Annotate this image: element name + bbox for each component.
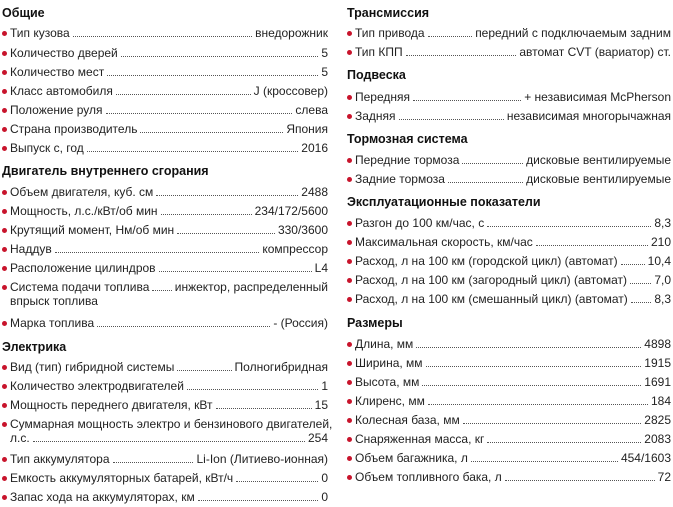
spec-label: Снаряженная масса, кг bbox=[355, 432, 485, 446]
section-title-transmission: Трансмиссия bbox=[347, 6, 430, 20]
bullet-icon bbox=[347, 114, 352, 119]
bullet-icon bbox=[347, 240, 352, 245]
bullet-icon bbox=[347, 380, 352, 385]
spec-value: 72 bbox=[657, 470, 671, 484]
spec-label: Расход, л на 100 км (загородный цикл) (автомат) bbox=[355, 273, 627, 287]
spec-value: J (кроссовер) bbox=[253, 84, 328, 98]
bullet-icon bbox=[347, 361, 352, 366]
spec-value: 254 bbox=[307, 431, 328, 445]
bullet-icon bbox=[347, 475, 352, 480]
spec-value: 8,3 bbox=[654, 292, 671, 306]
spec-label: Расход, л на 100 км (смешанный цикл) (автомат) bbox=[355, 292, 628, 306]
bullet-icon bbox=[347, 278, 352, 283]
bullet-icon bbox=[347, 177, 352, 182]
spec-value: - (Россия) bbox=[273, 316, 328, 330]
spec-label: Наддув bbox=[10, 242, 52, 256]
spec-label: Мощность, л.с./кВт/об мин bbox=[10, 204, 158, 218]
bullet-icon bbox=[347, 50, 352, 55]
bullet-icon bbox=[347, 437, 352, 442]
spec-label: Тип привода bbox=[355, 26, 425, 40]
spec-value: дисковые вентилируемые bbox=[526, 172, 671, 186]
spec-value: 8,3 bbox=[654, 216, 671, 230]
spec-label: Вид (тип) гибридной системы bbox=[10, 360, 175, 374]
bullet-icon bbox=[2, 457, 7, 462]
bullet-icon bbox=[347, 456, 352, 461]
spec-value: 7,0 bbox=[654, 273, 671, 287]
spec-label: Марка топлива bbox=[10, 316, 95, 330]
spec-value: 1691 bbox=[644, 375, 671, 389]
bullet-icon bbox=[2, 51, 7, 56]
bullet-icon bbox=[2, 403, 7, 408]
spec-value: 234/172/5600 bbox=[254, 204, 328, 218]
bullet-icon bbox=[2, 209, 7, 214]
section-title-general: Общие bbox=[2, 6, 45, 20]
bullet-icon bbox=[2, 190, 7, 195]
bullet-icon bbox=[2, 89, 7, 94]
spec-row-total-power bbox=[2, 417, 333, 445]
section-title-suspension: Подвеска bbox=[347, 68, 406, 82]
bullet-icon bbox=[347, 342, 352, 347]
spec-label: Класс автомобиля bbox=[10, 84, 113, 98]
spec-label: Тип КПП bbox=[355, 45, 403, 59]
spec-label-continued: впрыск топлива bbox=[10, 294, 98, 308]
bullet-icon bbox=[347, 95, 352, 100]
bullet-icon bbox=[2, 70, 7, 75]
spec-label: Расход, л на 100 км (городской цикл) (автомат) bbox=[355, 254, 618, 268]
bullet-icon bbox=[2, 422, 7, 427]
spec-value: Полногибридная bbox=[234, 360, 328, 374]
spec-value: Li-Ion (Литиево-ионная) bbox=[196, 452, 328, 466]
spec-label: Ширина, мм bbox=[355, 356, 423, 370]
bullet-icon bbox=[2, 108, 7, 113]
spec-value: 0 bbox=[321, 490, 328, 504]
spec-label: Тип аккумулятора bbox=[10, 452, 110, 466]
spec-value: 2083 bbox=[644, 432, 671, 446]
bullet-icon bbox=[2, 228, 7, 233]
spec-value: передний с подключаемым задним bbox=[475, 26, 671, 40]
spec-label: Длина, мм bbox=[355, 337, 414, 351]
spec-label: Мощность переднего двигателя, кВт bbox=[10, 398, 213, 412]
spec-row-fuel-system bbox=[2, 280, 328, 308]
section-title-engine: Двигатель внутреннего сгорания bbox=[2, 164, 209, 178]
spec-label: Положение руля bbox=[10, 103, 103, 117]
spec-value: 0 bbox=[321, 471, 328, 485]
spec-value: + независимая McPherson bbox=[524, 90, 671, 104]
spec-value: 1915 bbox=[644, 356, 671, 370]
spec-value: 10,4 bbox=[647, 254, 671, 268]
spec-value: 2016 bbox=[301, 141, 328, 155]
spec-label: Задняя bbox=[355, 109, 396, 123]
spec-label: Количество мест bbox=[10, 65, 105, 79]
spec-label: Максимальная скорость, км/час bbox=[355, 235, 533, 249]
section-title-electrics: Электрика bbox=[2, 340, 67, 354]
spec-label: Объем багажника, л bbox=[355, 451, 468, 465]
spec-label: Суммарная мощность электро и бензинового двигателей, bbox=[10, 417, 333, 431]
spec-label: Система подачи топлива bbox=[10, 280, 150, 294]
spec-label: Задние тормоза bbox=[355, 172, 445, 186]
spec-value: 454/1603 bbox=[620, 451, 671, 465]
bullet-icon bbox=[2, 384, 7, 389]
section-title-brakes: Тормозная система bbox=[347, 132, 468, 146]
spec-label: Емкость аккумуляторных батарей, кВт/ч bbox=[10, 471, 234, 485]
spec-value: компрессор bbox=[262, 242, 328, 256]
spec-value: дисковые вентилируемые bbox=[526, 153, 671, 167]
spec-label: Высота, мм bbox=[355, 375, 420, 389]
bullet-icon bbox=[2, 321, 7, 326]
spec-value: 15 bbox=[314, 398, 328, 412]
bullet-icon bbox=[2, 146, 7, 151]
bullet-icon bbox=[347, 221, 352, 226]
section-title-performance: Эксплуатационные показатели bbox=[347, 195, 541, 209]
bullet-icon bbox=[2, 365, 7, 370]
section-title-dimensions: Размеры bbox=[347, 316, 403, 330]
bullet-icon bbox=[347, 31, 352, 36]
bullet-icon bbox=[347, 297, 352, 302]
spec-label: Выпуск с, год bbox=[10, 141, 84, 155]
spec-value: 5 bbox=[321, 46, 328, 60]
spec-value: независимая многорычажная bbox=[506, 109, 671, 123]
bullet-icon bbox=[2, 127, 7, 132]
spec-label: Тип кузова bbox=[10, 26, 70, 40]
spec-label: Передняя bbox=[355, 90, 411, 104]
bullet-icon bbox=[2, 285, 7, 290]
spec-value: 5 bbox=[321, 65, 328, 79]
spec-label-continued: л.с. bbox=[10, 431, 30, 445]
spec-label: Крутящий момент, Нм/об мин bbox=[10, 223, 175, 237]
spec-label: Запас хода на аккумуляторах, км bbox=[10, 490, 195, 504]
bullet-icon bbox=[347, 158, 352, 163]
spec-value: 330/3600 bbox=[277, 223, 328, 237]
spec-label: Объем топливного бака, л bbox=[355, 470, 502, 484]
bullet-icon bbox=[2, 31, 7, 36]
bullet-icon bbox=[347, 259, 352, 264]
spec-label: Страна производитель bbox=[10, 122, 138, 136]
spec-label: Разгон до 100 км/час, с bbox=[355, 216, 485, 230]
spec-value: слева bbox=[295, 103, 328, 117]
spec-value: 210 bbox=[650, 235, 671, 249]
spec-value: внедорожник bbox=[255, 26, 328, 40]
spec-value: 184 bbox=[650, 394, 671, 408]
spec-label: Передние тормоза bbox=[355, 153, 460, 167]
spec-label: Расположение цилиндров bbox=[10, 261, 156, 275]
spec-value: Япония bbox=[286, 122, 328, 136]
bullet-icon bbox=[2, 247, 7, 252]
spec-value: 2488 bbox=[301, 185, 328, 199]
spec-label: Количество дверей bbox=[10, 46, 118, 60]
bullet-icon bbox=[2, 266, 7, 271]
spec-label: Объем двигателя, куб. см bbox=[10, 185, 154, 199]
spec-label: Колесная база, мм bbox=[355, 413, 460, 427]
spec-value: L4 bbox=[314, 261, 328, 275]
bullet-icon bbox=[347, 399, 352, 404]
spec-value: 4898 bbox=[644, 337, 671, 351]
spec-value: инжектор, распределенный bbox=[174, 280, 328, 294]
spec-value: автомат CVT (вариатор) ст. bbox=[519, 45, 671, 59]
spec-value: 1 bbox=[321, 379, 328, 393]
bullet-icon bbox=[2, 476, 7, 481]
spec-value: 2825 bbox=[644, 413, 671, 427]
bullet-icon bbox=[2, 495, 7, 500]
spec-label: Количество электродвигателей bbox=[10, 379, 184, 393]
spec-label: Клиренс, мм bbox=[355, 394, 425, 408]
bullet-icon bbox=[347, 418, 352, 423]
